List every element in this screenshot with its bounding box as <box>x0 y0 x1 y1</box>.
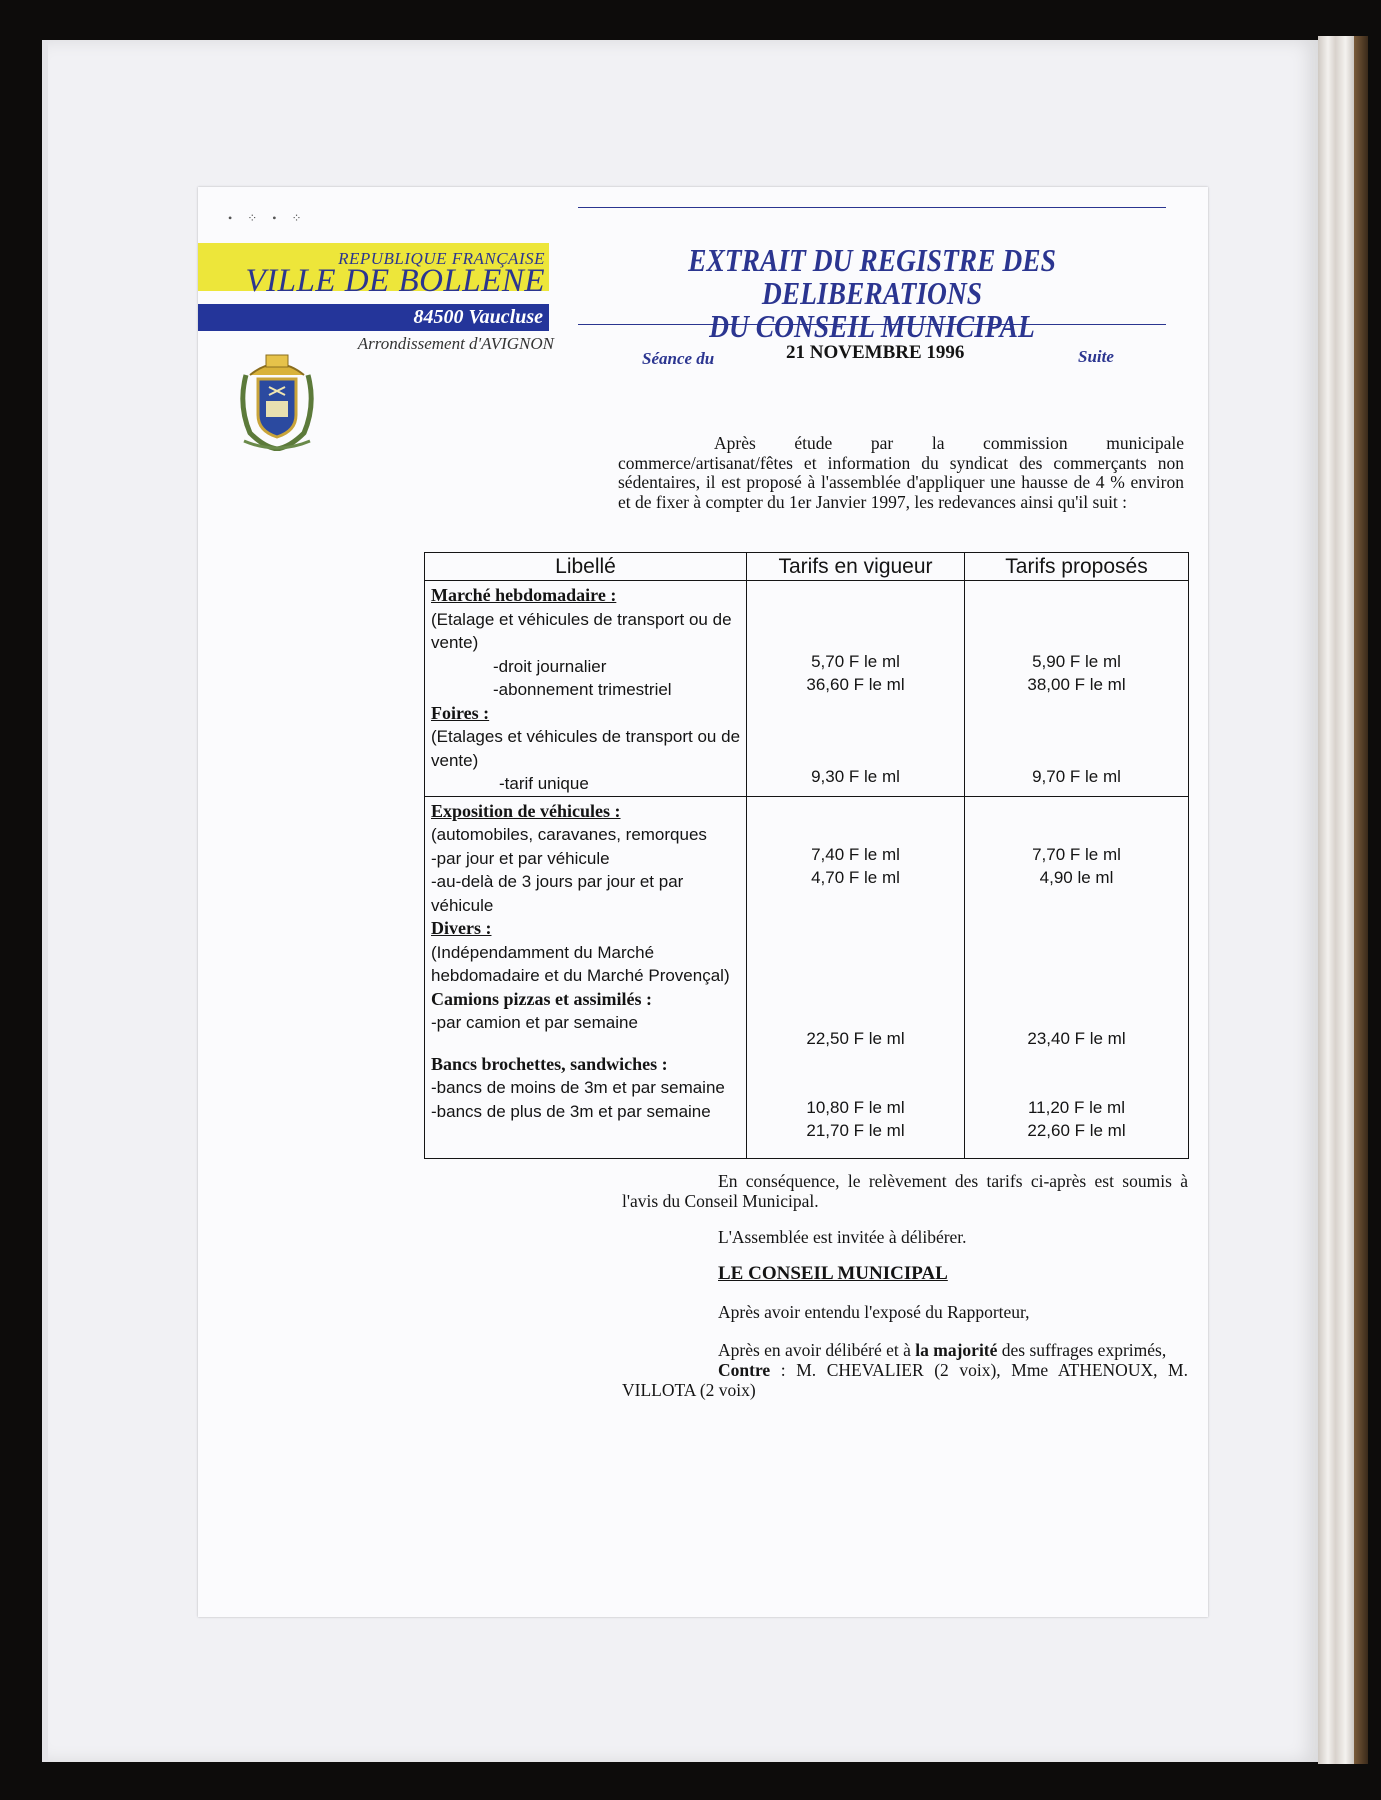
arrondissement-label: Arrondissement d'AVIGNON <box>357 334 554 353</box>
tariff-value: 38,00 F le ml <box>1027 675 1126 694</box>
tariff-item: -tarif unique <box>499 774 589 793</box>
tariff-value: 7,70 F le ml <box>1032 844 1121 864</box>
current-tariff-cell <box>747 581 965 797</box>
section-description: (automobiles, caravanes, remorques <box>431 825 707 844</box>
tariff-value: 4,70 F le ml <box>811 867 900 887</box>
closing-paragraph <box>622 1340 1188 1360</box>
seance-date: 21 NOVEMBRE 1996 <box>786 342 965 363</box>
consequence-text: En conséquence, le relèvement des tarifs ci-après est soumis à l'avis du Conseil Municipal. <box>622 1171 1188 1211</box>
department-band: 84500 Vaucluse <box>198 304 549 331</box>
tariff-item: -bancs de plus de 3m et par semaine <box>431 1101 711 1121</box>
tariff-table <box>424 552 1189 1159</box>
tariff-value: 22,50 F le ml <box>806 1028 905 1048</box>
closing-paragraph <box>622 1227 1188 1247</box>
section-description: (Etalage et véhicules de transport ou de vente) <box>431 609 732 652</box>
tariff-value: 5,90 F le ml <box>1032 652 1121 671</box>
title-rule-bottom <box>578 324 1166 325</box>
section-heading: Exposition de véhicules : <box>431 800 621 821</box>
tariff-item: -par jour et par véhicule <box>431 848 610 868</box>
deliberation-text-c: des suffrages exprimés, <box>997 1340 1167 1360</box>
coat-of-arms-icon <box>236 345 318 451</box>
table-row <box>425 796 1189 1158</box>
document-title <box>619 244 1125 343</box>
section-description: (Indépendamment du Marché hebdomadaire et du Marché Provençal) <box>431 942 730 985</box>
tariff-item: -droit journalier <box>493 656 607 676</box>
proposed-tariff-cell <box>965 581 1189 797</box>
col-header-current: Tarifs en vigueur <box>747 553 965 581</box>
majorite-text: la majorité <box>915 1340 998 1360</box>
tariff-item: -abonnement trimestriel <box>493 680 672 699</box>
tariff-item: -bancs de moins de 3m et par semaine <box>431 1078 725 1097</box>
margin-marks: • ⁘ • ⁘ <box>228 211 308 225</box>
closing-paragraph <box>622 1360 1188 1400</box>
section-heading: Bancs brochettes, sandwiches : <box>431 1053 668 1074</box>
libelle-cell <box>425 796 747 1158</box>
current-tariff-cell <box>747 796 965 1158</box>
conseil-heading: LE CONSEIL MUNICIPAL <box>718 1263 948 1284</box>
tariff-value: 9,70 F le ml <box>1032 767 1121 786</box>
col-header-proposed: Tarifs proposés <box>965 553 1189 581</box>
title-line-1: EXTRAIT DU REGISTRE DES DELIBERATIONS <box>688 242 1056 311</box>
closing-section <box>622 1171 1188 1400</box>
suite-label: Suite <box>1078 347 1114 366</box>
tariff-value: 23,40 F le ml <box>1027 1028 1126 1048</box>
closing-paragraph <box>622 1171 1188 1211</box>
tariff-value: 10,80 F le ml <box>806 1097 905 1117</box>
tariff-item: -par camion et par semaine <box>431 1013 638 1032</box>
deliberation-text-a: Après en avoir délibéré et à <box>718 1340 916 1360</box>
tariff-table-wrapper <box>424 552 1188 1159</box>
closing-paragraph <box>622 1302 1188 1322</box>
town-name: VILLE DE BOLLENE <box>245 263 545 299</box>
tariff-value: 5,70 F le ml <box>811 652 900 671</box>
table-row <box>425 581 1189 797</box>
republique-label: REPUBLIQUE FRANÇAISE <box>338 249 545 268</box>
title-line-2: DU CONSEIL MUNICIPAL <box>709 308 1035 344</box>
invitation-text: L'Assemblée est invitée à délibérer. <box>718 1227 967 1247</box>
tariff-item: -au-delà de 3 jours par jour et par véhicule <box>431 872 684 915</box>
title-rule-top <box>578 207 1166 208</box>
tariff-value: 11,20 F le ml <box>1027 1097 1125 1117</box>
section-heading: Camions pizzas et assimilés : <box>431 988 652 1009</box>
intro-text: Après étude par la commission municipale commerce/artisanat/fêtes et information du syndicat des commerçants non sédentaires, il est proposé à l'assemblée d'appliquer une hausse de 4 % environ et de fixer à compter du 1er Janvier 1997, les redevances ainsi qu'il suit : <box>618 433 1184 512</box>
tariff-value: 22,60 F le ml <box>1027 1120 1126 1140</box>
tariff-value: 21,70 F le ml <box>806 1120 905 1140</box>
contre-text: : M. CHEVALIER (2 voix), Mme ATHENOUX, M. VILLOTA (2 voix) <box>622 1360 1188 1400</box>
section-heading: Divers : <box>431 918 492 938</box>
tariff-value: 36,60 F le ml <box>806 675 905 694</box>
section-heading: Foires : <box>431 702 490 723</box>
tariff-value: 4,90 le ml <box>1039 867 1114 887</box>
seance-label: Séance du <box>642 349 715 368</box>
col-header-libelle: Libellé <box>425 553 747 581</box>
tariff-value: 7,40 F le ml <box>811 844 900 864</box>
document-sheet <box>198 187 1208 1617</box>
proposed-tariff-cell <box>965 796 1189 1158</box>
binder-spine <box>1354 36 1368 1764</box>
libelle-cell <box>425 581 747 797</box>
section-heading: Marché hebdomadaire : <box>431 585 617 605</box>
closing-paragraph <box>622 1263 1188 1284</box>
intro-paragraph <box>618 434 1184 512</box>
contre-label: Contre <box>718 1360 771 1380</box>
table-header-row <box>425 553 1189 581</box>
section-description: (Etalages et véhicules de transport ou de vente) <box>431 727 741 770</box>
binder-edge <box>1318 36 1368 1764</box>
tariff-value: 9,30 F le ml <box>811 767 900 786</box>
rapporteur-text: Après avoir entendu l'exposé du Rapporteur, <box>718 1302 1030 1322</box>
